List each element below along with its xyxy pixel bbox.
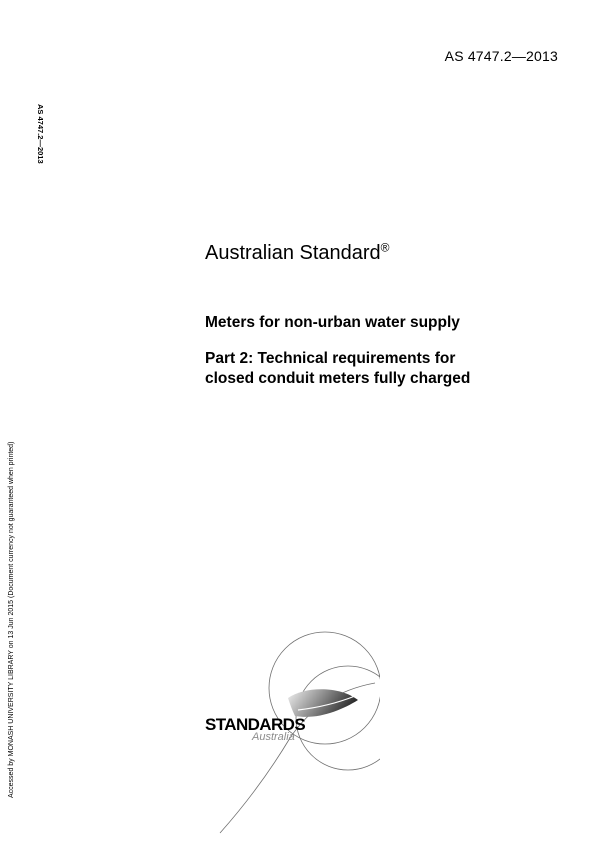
logo-subword: Australia xyxy=(252,731,295,743)
access-note xyxy=(8,378,20,798)
registered-mark: ® xyxy=(380,240,390,255)
access-note-text: Accessed by MONASH UNIVERSITY LIBRARY on 13 Jun 2015 (Document currency not guaranteed when printed) xyxy=(8,441,15,798)
document-number: AS 4747.2—2013 xyxy=(444,48,558,64)
part-title-line-1: Part 2: Technical requirements for xyxy=(205,350,456,367)
standard-type-text: Australian Standard xyxy=(205,242,381,264)
part-title-line-2: closed conduit meters fully charged xyxy=(205,370,471,387)
spine-code xyxy=(33,104,45,186)
standard-type-heading xyxy=(205,242,390,265)
spine-code-text: AS 4747.2—2013 xyxy=(36,104,45,164)
logo-wordmark: STANDARDS xyxy=(205,715,306,734)
document-part-title xyxy=(205,349,565,389)
document-title: Meters for non-urban water supply xyxy=(205,314,460,331)
